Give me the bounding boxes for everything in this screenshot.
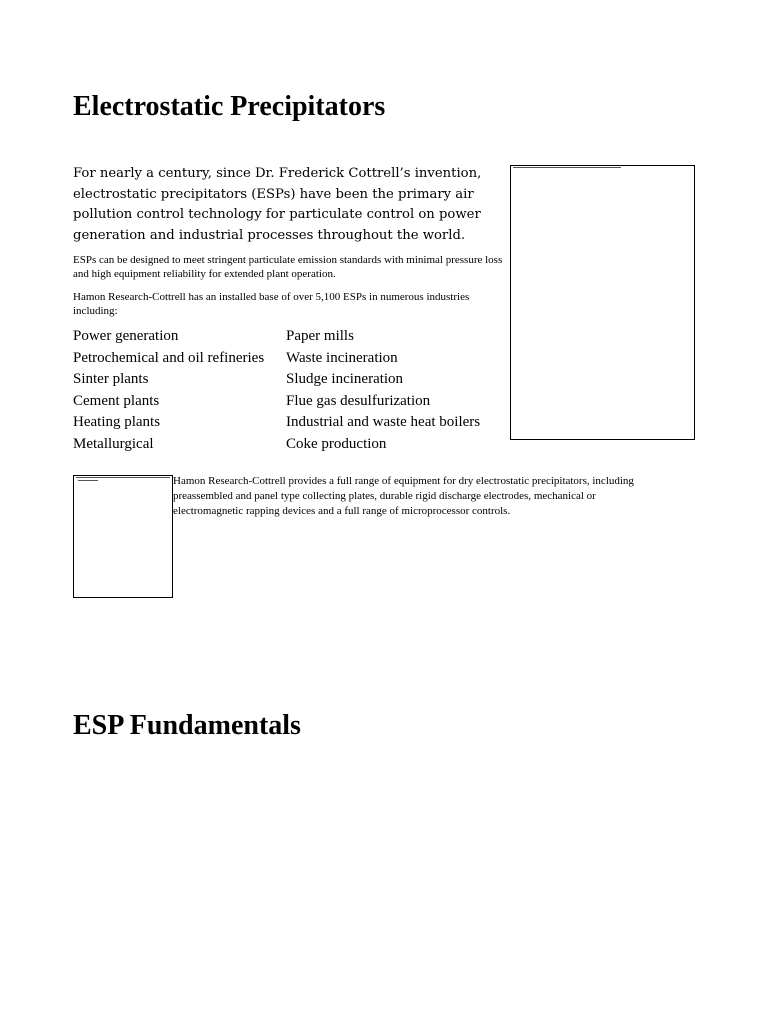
industries-list <box>73 326 513 456</box>
industry-left: Metallurgical <box>73 435 154 452</box>
industry-left: Petrochemical and oil refineries <box>73 349 265 366</box>
intro-paragraph <box>73 164 503 246</box>
equipment-line: electromagnetic rapping devices and a full range of microprocessor controls. <box>173 505 511 517</box>
image-caption-mark <box>78 480 98 481</box>
industry-right: Waste incineration <box>286 349 398 366</box>
industry-left: Heating plants <box>73 414 161 431</box>
image-placeholder-frame <box>510 165 695 440</box>
industry-right: Paper mills <box>286 328 354 344</box>
intro-line: electrostatic precipitators (ESPs) have been the primary air <box>73 186 474 202</box>
equipment-line: preassembled and panel type collecting plates, durable rigid discharge electrodes, mechanical or <box>173 490 596 502</box>
intro-line: generation and industrial processes throughout the world. <box>73 227 466 243</box>
list-item <box>73 326 513 348</box>
image-caption-mark <box>513 167 621 168</box>
image-caption-mark <box>76 477 170 478</box>
industry-left: Sinter plants <box>73 371 149 388</box>
list-item <box>73 412 513 434</box>
industry-right: Sludge incineration <box>286 371 404 388</box>
intro-line: For nearly a century, since Dr. Frederick Cottrell’s invention, <box>73 166 482 181</box>
industry-right: Industrial and waste heat boilers <box>286 414 481 431</box>
list-item <box>73 348 513 370</box>
list-item <box>73 391 513 413</box>
list-item <box>73 369 513 391</box>
intro-line: pollution control technology for particulate control on power <box>73 207 481 223</box>
industry-left: Power generation <box>73 328 179 344</box>
image-placeholder-frame <box>73 475 173 598</box>
installed-base-paragraph: Hamon Research-Cottrell has an installed base of over 5,100 ESPs in numerous industries including: <box>73 291 470 317</box>
section-heading: ESP Fundamentals <box>73 710 301 741</box>
list-item <box>73 434 513 456</box>
equipment-paragraph <box>173 474 673 519</box>
page-title: Electrostatic Precipitators <box>73 91 386 122</box>
industry-left: Cement plants <box>73 392 160 409</box>
industry-right: Coke production <box>286 435 387 452</box>
equipment-line: Hamon Research-Cottrell provides a full range of equipment for dry electrostatic precipitators, including <box>173 475 634 487</box>
industry-right: Flue gas desulfurization <box>286 392 431 409</box>
esp-design-paragraph: ESPs can be designed to meet stringent particulate emission standards with minimal pressure loss and high equipment reliability for extended plant operation. <box>73 254 503 280</box>
